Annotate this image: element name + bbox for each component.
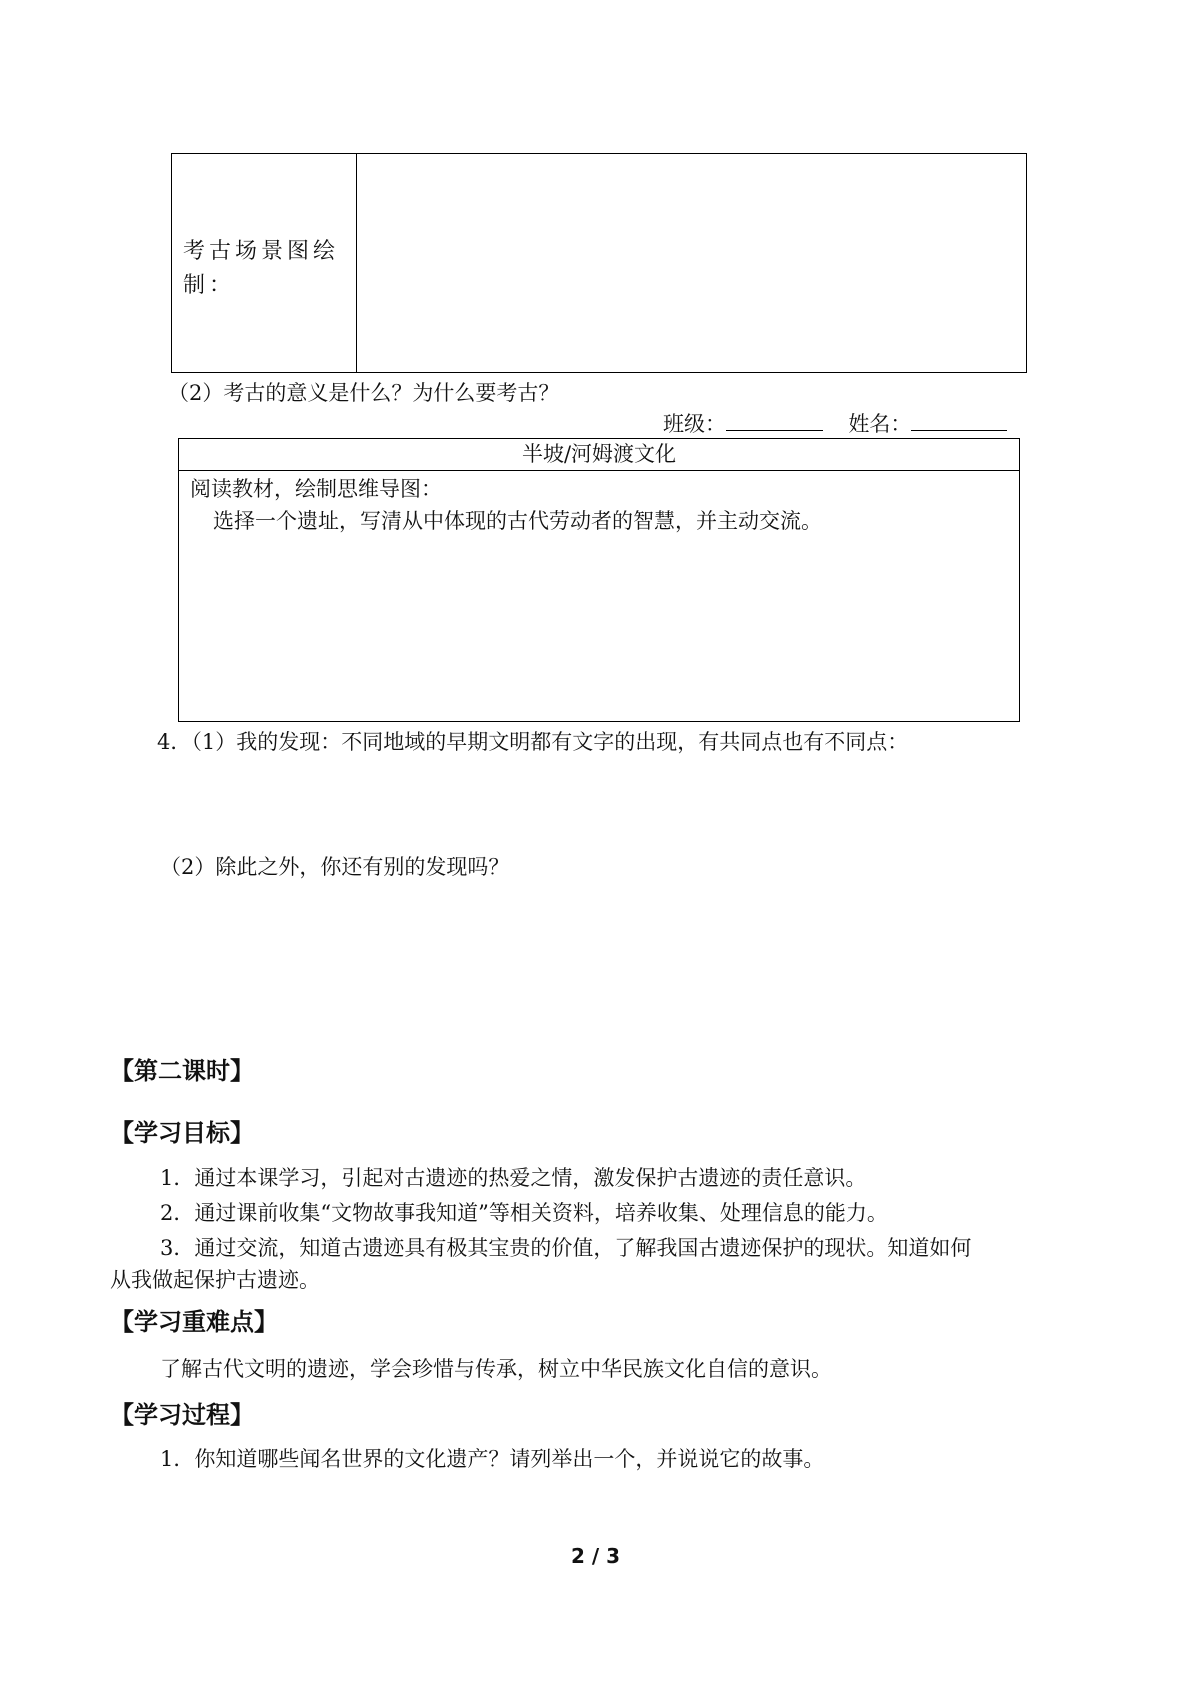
question-2: （2）考古的意义是什么？为什么要考古？ <box>168 381 560 405</box>
name-blank[interactable] <box>911 408 1007 431</box>
goal-3: 3．通过交流，知道古遗迹具有极其宝贵的价值，了解我国古遗迹保护的现状。知道如何 <box>160 1236 972 1260</box>
table-header-line <box>178 470 1020 471</box>
process-heading: 【学习过程】 <box>110 1401 254 1429</box>
key-points-text: 了解古代文明的遗迹，学会珍惜与传承，树立中华民族文化自信的意识。 <box>160 1357 832 1381</box>
culture-instruction-2: 选择一个遗址，写清从中体现的古代劳动者的智慧，并主动交流。 <box>213 509 822 533</box>
class-name-line <box>663 408 1007 439</box>
culture-instruction-1: 阅读教材，绘制思维导图： <box>190 477 442 501</box>
class-label: 班级： <box>663 412 726 436</box>
name-label: 姓名： <box>848 412 912 436</box>
process-item-1: 1．你知道哪些闻名世界的文化遗产？请列举出一个，并说说它的故事。 <box>160 1447 825 1471</box>
table-divider <box>356 153 357 373</box>
goal-1: 1．通过本课学习，引起对古遗迹的热爱之情，激发保护古遗迹的责任意识。 <box>160 1166 867 1190</box>
page-number: 2 / 3 <box>570 1544 621 1568</box>
item4-question-2: （2）除此之外，你还有别的发现吗？ <box>160 855 510 879</box>
goal-3-continued: 从我做起保护古遗迹。 <box>110 1268 320 1292</box>
culture-table-title: 半坡/河姆渡文化 <box>521 442 677 466</box>
goal-2: 2．通过课前收集“文物故事我知道”等相关资料，培养收集、处理信息的能力。 <box>160 1201 888 1225</box>
drawing-table-label: 考古场景图绘制： <box>183 239 340 298</box>
lesson-2-heading: 【第二课时】 <box>110 1057 254 1085</box>
key-points-heading: 【学习重难点】 <box>110 1308 278 1336</box>
class-blank[interactable] <box>726 408 823 431</box>
goals-heading: 【学习目标】 <box>110 1119 254 1147</box>
item4-question-1: 4．（1）我的发现：不同地域的早期文明都有文字的出现，有共同点也有不同点： <box>157 730 909 754</box>
